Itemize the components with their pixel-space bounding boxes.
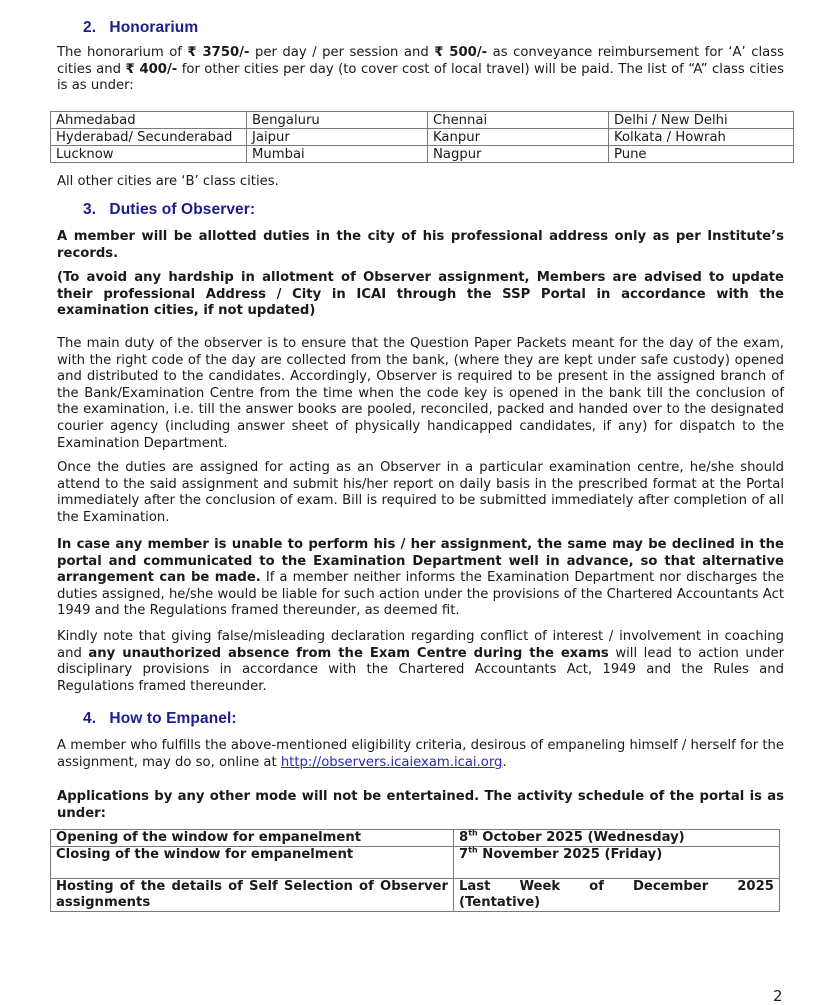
date-word: 2025 [737, 879, 774, 894]
section-number: 2. [83, 19, 97, 36]
honorarium-amount: ₹ 3750/- [187, 45, 250, 60]
activity-cell: Opening of the window for empanelment [51, 830, 454, 847]
section-title: Duties of Observer: [109, 201, 256, 218]
conveyance-other-amount: ₹ 400/- [125, 61, 178, 77]
section-heading-empanel [83, 711, 237, 728]
section-number: 3. [83, 201, 97, 218]
disciplinary-paragraph [57, 629, 784, 695]
decline-paragraph [57, 537, 784, 620]
date-text: November 2025 (Friday) [477, 847, 663, 862]
table-row [51, 847, 780, 879]
text: Kindly note that giving false/misleading declaration regarding conflict of interest / involvement in coaching and [57, 629, 784, 661]
activity-schedule-table [50, 829, 780, 912]
section-heading-honorarium [83, 20, 198, 37]
date-cell [454, 847, 780, 879]
table-cell: Chennai [428, 112, 609, 129]
table-row [51, 129, 794, 146]
text: per day / per session and [249, 45, 435, 60]
text: The honorarium of [57, 45, 188, 60]
allotment-paragraph: A member will be allotted duties in the city of his professional address only as per Institute’s records. [57, 229, 784, 261]
table-row [51, 112, 794, 129]
date-word: Week [519, 879, 561, 894]
date-cell [454, 830, 780, 847]
b-class-note: All other cities are ‘B’ class cities. [57, 174, 279, 189]
table-cell: Kolkata / Howrah [609, 129, 794, 146]
applications-paragraph: Applications by any other mode will not be entertained. The activity schedule of the portal is as under: [57, 789, 784, 821]
table-cell: Pune [609, 146, 794, 163]
empanel-paragraph [57, 738, 784, 771]
table-cell: Delhi / New Delhi [609, 112, 794, 129]
date-word: of [589, 879, 604, 894]
observers-portal-link[interactable]: http://observers.icaiexam.icai.org [280, 754, 503, 770]
day: 8 [459, 830, 469, 845]
table-cell: Kanpur [428, 129, 609, 146]
address-update-paragraph: (To avoid any hardship in allotment of Observer assignment, Members are advised to update their professional Address / City in ICAI through the SSP Portal in accordance with the examination cities, if not updated) [57, 270, 784, 319]
section-number: 4. [83, 710, 97, 727]
activity-cell: Hosting of the details of Self Selection of Observer assignments [51, 879, 454, 912]
ordinal-suffix: th [468, 828, 478, 838]
table-cell: Bengaluru [247, 112, 428, 129]
table-cell: Hyderabad/ Secunderabad [51, 129, 247, 146]
date-text: October 2025 (Wednesday) [477, 830, 685, 845]
page-number: 2 [773, 987, 783, 1005]
a-class-cities-table [50, 111, 794, 163]
text: A member who fulfills the above-mentioned eligibility criteria, desirous of empaneling himself / herself for the assignment, may do so, online at [57, 738, 784, 770]
decline-bold-text: In case any member is unable to perform his / her assignment, the same may be declined in the portal and communicated to the Examination Department well in advance, so that alternative arrangement can be made. [57, 537, 784, 586]
ordinal-suffix: th [468, 845, 478, 855]
text: as conveyance reimbursement for ‘A’ class cities and [57, 45, 784, 77]
table-cell: Ahmedabad [51, 112, 247, 129]
date-line-2: (Tentative) [459, 895, 541, 910]
date-cell [454, 879, 780, 912]
section-heading-duties [83, 202, 255, 219]
section-title: How to Empanel: [109, 710, 237, 727]
report-paragraph: Once the duties are assigned for acting as an Observer in a particular examination centre, he/she should attend to the said assignment and submit his/her report on daily basis in the prescribed format at the Portal immediately after the conclusion of exam. Bill is required to be submitted immediately after completion of all the Examination. [57, 460, 784, 525]
date-line-1 [459, 879, 774, 895]
text: for other cities per day (to cover cost of local travel) will be paid. The list of “A” class cities is as under: [57, 61, 784, 94]
absence-bold-text: any unauthorized absence from the Exam Centre during the exams [88, 645, 609, 661]
text: will lead to action under disciplinary provisions in accordance with the Chartered Accountants Act, 1949 and the Rules and Regulations framed thereunder. [57, 645, 784, 694]
table-row [51, 879, 780, 912]
table-cell: Mumbai [247, 146, 428, 163]
section-title: Honorarium [109, 19, 199, 36]
date-word: Last [459, 879, 491, 894]
activity-cell: Closing of the window for empanelment [51, 847, 454, 879]
text: If a member neither informs the Examination Department nor discharges the duties assigned, he/she would be liable for such action under the provisions of the Chartered Accountants Act 1949 and the Regulations framed thereunder, as deemed fit. [57, 570, 784, 619]
table-cell: Lucknow [51, 146, 247, 163]
table-row [51, 830, 780, 847]
table-cell: Jaipur [247, 129, 428, 146]
table-row [51, 146, 794, 163]
honorarium-paragraph [57, 45, 784, 95]
text: . [502, 754, 507, 770]
table-cell: Nagpur [428, 146, 609, 163]
conveyance-a-amount: ₹ 500/- [434, 45, 488, 60]
day: 7 [459, 847, 469, 862]
date-word: December [632, 879, 709, 894]
main-duty-paragraph: The main duty of the observer is to ensure that the Question Paper Packets meant for the day of the exam, with the right code of the day are collected from the bank, (where they are kept under safe custody) opened and distributed to the candidates. Accordingly, Observer is required to be present in the assigned branch of the Bank/Examination Centre from the time when the code key is opened in the bank till the conclusion of the examination, i.e. till the answer books are pooled, reconciled, packed and handed over to the designated courier agency (including answer sheet of physically handicapped candidates, if any) for dispatch to the Examination Department. [57, 336, 784, 451]
